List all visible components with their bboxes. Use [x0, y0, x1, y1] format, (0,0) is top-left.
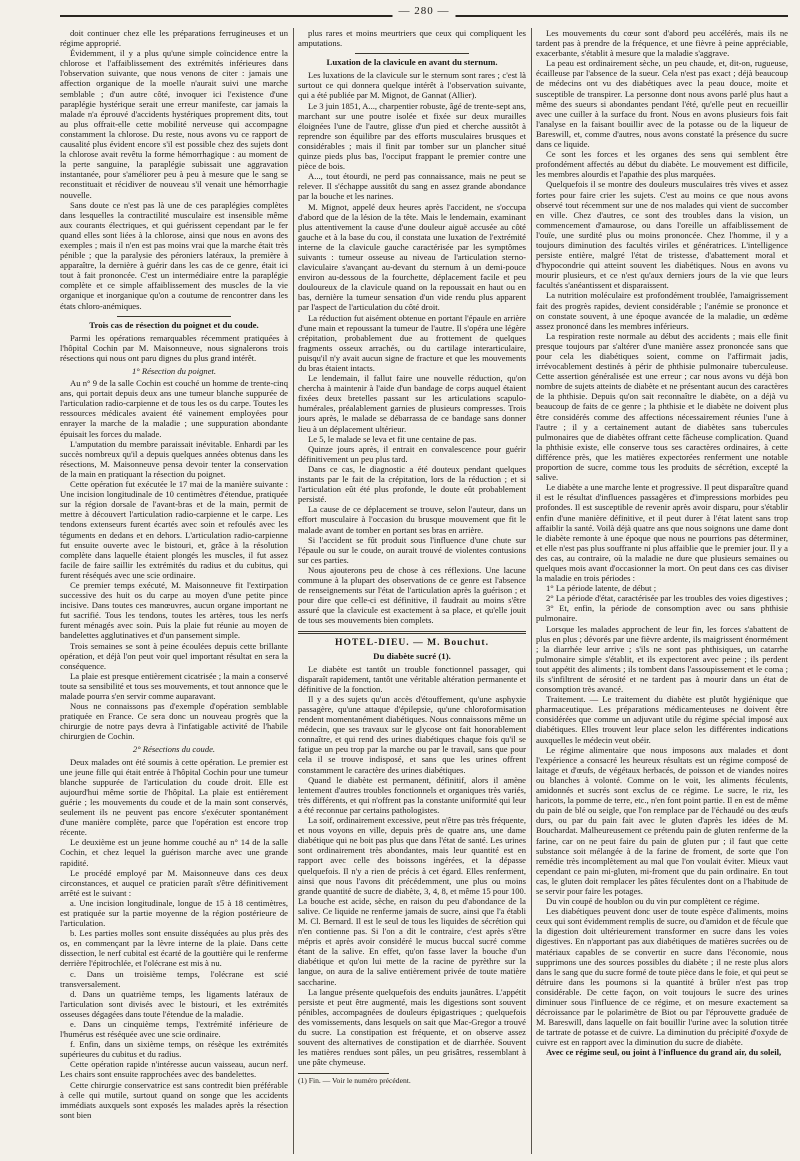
column-divider [293, 28, 294, 1154]
paragraph: Dans ce cas, le diagnostic a été douteux pendant quelques instants par le fait de la crépitation, lors de la réduction ; et si l'articulation eût été plus profonde, le doute eût probablement persisté. [298, 463, 526, 505]
paragraph: Le diabète a une marche lente et progressive. Il peut disparaître quand il est le résultat d'influences passagères et d'impressions morbides peu profondes. Il est susceptible de revenir après avoir disparu, pour s'établir enfin d'une manière définitive, et il peut durer à l'état latent sans trop affaiblir la santé. Voilà déjà quatre ans que nous soignons une dame dont le diabète remonte à une époque que nous ne pourrions pas déterminer, et elle n'est pas plus souffrante ni plus affaiblie que le premier jour. Il y a des cas, au contraire, où la maladie ne dure que plusieurs semaines ou quelques mois avant d'occasionner la mort. On peut dans ces cas diviser la maladie en trois périodes : [536, 482, 788, 584]
paragraph: Du vin coupé de houblon ou du vin pur complètent ce régime. [546, 896, 760, 907]
page-number: — 280 — [393, 5, 456, 17]
paragraph: Quinze jours après, il entrait en convalescence pour guérir définitivement un peu plus tard. [298, 443, 526, 464]
paragraph: Deux malades ont été soumis à cette opération. Le premier est une jeune fille qui était entrée à l'hôpital Cochin pour une tumeur blanche suppurée de l'articulation du coude droit. Elle est aujourd'hui même sortie de l'hôpital. La plaie est entièrement guérie ; les mouvements du coude et de la main sont conservés, seulement ils ne peuvent pas encore s'exécuter spontanément d'une manière complète, parce que l'opération est encore trop récente. [60, 756, 288, 838]
paragraph: Trois semaines se sont à peine écoulées depuis cette brillante opération, et déjà l'on peut voir quel important résultat en sera la conséquence. [60, 640, 288, 671]
paragraph: Évidemment, il y a plus qu'une simple coïncidence entre la chlorose et l'affaiblissement des extrémités inférieures dans l'observation suivante, que nous venons de citer : jamais une affection organique de la moelle n'aurait suivi une marche semblable ; d'un autre côté, invoquer ici l'existence d'une paraplégie hystérique serait une erreur manifeste, car jamais la malade n'a éprouvé d'accidents hystériques proprement dits, tout au plus offrait-elle cette mobilité nerveuse qui accompagne constamment la chlorose. Du reste, nous avons vu ce rapport de causalité plus évident encore s'il est possible chez des sujets dont la chlorose avait revêtu la forme hémorrhagique : au moment de la perte sanguine, la paraplégie subissait une aggravation instantanée, pour s'améliorer peu à peu à mesure que le sang se reconstituait et récidiver de nouveau s'il venait une hémorrhagie nouvelle. [60, 48, 288, 200]
paragraph: 3° Et, enfin, la période de consomption avec ou sans phthisie pulmonaire. [536, 603, 788, 624]
paragraph: f. Enfin, dans un sixième temps, on résèque les extrémités supérieures du cubitus et du radius. [60, 1039, 288, 1060]
section-heading-diabete: Du diabète sucré (1). [373, 650, 451, 661]
column-2 [298, 28, 526, 1154]
paragraph: Parmi les opérations remarquables récemment pratiquées à l'hôpital Cochin par M. Maisonneuve, nous signalerons trois résections qui nous ont paru dignes du plus grand intérêt. [60, 332, 288, 363]
subheading-poignet: 1° Résection du poignet. [131, 366, 217, 376]
section-divider [355, 53, 469, 54]
paragraph: Quelquefois il se montre des douleurs musculaires très vives et assez fortes pour faire crier les sujets. C'est au moins ce que nous avons observé tout récemment sur une de nos malades qui vient de succomber en ville. Chez d'autres, ce sont des troubles dans la vision, un commencement d'amaurose, ou dans l'oreille un affaiblissement de l'ouïe, une surdité plus ou moins prononcée. Chez l'homme, il y a toujours diminution des facultés viriles et génératrices. L'intelligence persiste entière, malgré l'état de tristesse, d'abattement moral et d'hypocondrie qui atteint souvent les diabétiques. Nous en avons vu mourir plusieurs, et ce n'est qu'aux derniers jours de la vie que leurs facultés s'anéantissent et disparaissent. [536, 179, 788, 291]
paragraph: 1° La période latente, de début ; [546, 583, 657, 594]
paragraph: e. Dans un cinquième temps, l'extrémité inférieure de l'humérus est réséquée avec une scie ordinaire. [60, 1019, 288, 1040]
paragraph: Cette opération rapide n'intéresse aucun vaisseau, aucun nerf. Les chairs sont ensuite rapprochées avec des bandelettes. [60, 1059, 288, 1080]
paragraph: Sans doute ce n'est pas là une de ces paraplégies complètes dans lesquelles la contractilité musculaire est insensible même aux courants électriques, et qui guérissent cependant par le fer quand elles sont liées à la chlorose, ainsi que nous en avons des exemples ; mais il n'en est pas moins vrai que la marche était très pénible ; que la paralysie des péroniers latéraux, la première à apparaître, la dernière à guérir dans les cas de ce genre, était ici tout à fait prononcée. C'est un intermédiaire entre la paraplégie complète et ce simple affaiblissement des muscles de la vie organique et inorganique qu'on a coutume de rencontrer dans les états chloro-anémiques. [60, 199, 288, 311]
paragraph: Le procédé employé par M. Maisonneuve dans ces deux circonstances, et auquel ce praticien paraît s'être définitivement arrêté est le suivant : [60, 867, 288, 898]
paragraph: Cette chirurgie conservatrice est sans contredit bien préférable à celle qui mutile, surtout quand on songe que les accidents immédiats auxquels sont exposés les malades après la résection sont bien [60, 1079, 288, 1120]
paragraph: A..., tout étourdi, ne perd pas connaissance, mais ne peut se relever. Il s'échappe aussitôt du sang en assez grande abondance par la bouche et les narines. [298, 171, 526, 202]
paragraph: Le 3 juin 1851, A..., charpentier robuste, âgé de trente-sept ans, marchant sur une poutre isolée et fixée sur deux murailles éloignées l'une de l'autre, glisse d'un pied et cherche aussitôt à reprendre son équilibre par des efforts musculaires brusques et considérables ; mais il finit par tomber sur un plancher situé quinze pieds plus bas, l'occiput frappant le premier contre une pièce de bois. [298, 100, 526, 172]
column-divider [531, 28, 532, 1154]
paragraph: La cause de ce déplacement se trouve, selon l'auteur, dans un effort musculaire à l'occasion du brusque mouvement que fit le malade avant de tomber en portant ses bras en arrière. [298, 504, 526, 535]
paragraph: Le 5, le malade se leva et fit une centaine de pas. [308, 433, 477, 444]
paragraph: La respiration reste normale au début des accidents ; mais elle finit presque toujours par s'altérer d'une manière assez prononcée sans que pour cela les diabétiques soient, comme on l'affirmait jadis, irrévocablement destinés à périr de phthisie pulmonaire tuberculeuse. Cette assertion généralisée est une erreur ; car nous avons vu déjà bon nombre de sujets atteints de diabète et ne présentant aucun des caractères de la phthisie. Depuis qu'on sait reconnaître le diabète, on a déjà vu beaucoup de faits de ce genre ; la phthisie et le diabète ne doivent plus être considérés comme des affections nécessairement réunies l'une à l'autre ; il y a certainement autant de diabètes sans tubercules pulmonaires que de diabètes offrant cette fâcheuse complication. Quand la phthisie existe, elle conserve tous ses caractères ordinaires, à cette différence près, que les matières expectorées renferment une notable proportion de sucre, comme tous les produits de sécrétion, excepté la salive. [536, 330, 788, 483]
paragraph: Le lendemain, il fallut faire une nouvelle réduction, qu'on chercha à maintenir à l'aide d'un bandage de corps auquel étaient fixées deux bretelles passant sur les articulations scapulo-humérales, préalablement garnies de plusieurs compresses. Trois jours après, le malade se débarrassa de ce bandage sans donner lieu à un déplacement ultérieur. [298, 373, 526, 434]
hospital-heading: HOTEL-DIEU. — M. Bouchut. [334, 637, 489, 649]
paragraph: Il y a des sujets qu'un accès d'étouffement, qu'une asphyxie passagère, qu'une attaque d'épilepsie, qu'une chloroformisation rendent momentanément diabétiques. Nous connaissons même un médecin, que ses travaux sur le glycose ont fait honorablement connaître, et qui rend des urines diabétiques chaque fois qu'il se fatigue un peu trop par la marche ou par le travail, sans que pour cela il se trouve indisposé, et sans que les urines offrent constamment le caractère des urines diabétiques. [298, 693, 526, 775]
paragraph: 2° La période d'état, caractérisée par les troubles des voies digestives ; [546, 593, 788, 604]
paragraph: Ce premier temps exécuté, M. Maisonneuve fit l'extirpation successive des huit os du carpe au moyen d'une petite pince incisive. Dans toutes ces manœuvres, aucun organe important ne fut sacrifié. Tous les tendons, toutes les artères, tous les nerfs furent ménagés avec soin. Puis la plaie fut réunie au moyen de bandelettes agglutinatives et d'un pansement simple. [60, 579, 288, 641]
paragraph: a. Une incision longitudinale, longue de 15 à 18 centimètres, est pratiquée sur la partie moyenne de la région postérieure de l'articulation. [60, 897, 288, 929]
paragraph: Le deuxième est un jeune homme couché au n° 14 de la salle Cochin, et chez lequel la guérison marche avec une grande rapidité. [60, 837, 288, 868]
paragraph: L'amputation du membre paraissait inévitable. Enhardi par les succès nombreux qu'il a depuis quelques années obtenus dans les résections, M. Maisonneuve pensa devoir tenter la conservation de la main en pratiquant la résection du poignet. [60, 438, 288, 479]
paragraph: Avec ce régime seul, ou joint à l'influence du grand air, du soleil, [546, 1047, 782, 1058]
paragraph: La plaie est presque entièrement cicatrisée ; la main a conservé toute sa sensibilité et tous ses mouvements, et tout annonce que le malade pourra s'en servir comme auparavant. [60, 670, 288, 701]
paragraph: La langue présente quelquefois des enduits jaunâtres. L'appétit persiste et peut être augmenté, mais les digestions sont souvent pénibles, accompagnées de douleurs épigastriques ; quelquefois des vomissements, dans lesquels on sait que Mac-Gregor a trouvé du sucre. La constipation est fréquente, et on observe assez souvent des alternatives de constipation et de diarrhée. Souvent les matières rendues sont pâles, un peu grisâtres, ressemblant à une pâte chymeuse. [298, 986, 526, 1068]
section-divider [117, 316, 231, 317]
paragraph: La nutrition moléculaire est profondément troublée, l'amaigrissement fait des progrès rapides, devient considérable ; l'anémie se prononce et on constate souvent, à une époque avancée de la maladie, un œdème assez prononcé dans les membres inférieurs. [536, 290, 788, 331]
footnote: (1) Fin. — Voir le numéro précédent. [298, 1076, 411, 1086]
column-3 [536, 28, 788, 1154]
paragraph: Les diabétiques peuvent donc user de toute espèce d'aliments, moins ceux qui sont évidemment remplis de sucre, ou d'amidon et de fécule que la digestion doit ultérieurement transformer en sucre dans les voies digestives. En n'apportant pas aux diabétiques de matières sucrées ou de matériaux capables de se convertir en sucre dans l'économie, nous supprimons une des sources possibles du diabète ; il ne reste plus alors dans le sang que du sucre formé de toute pièce dans le foie, et qui peut se détruire dans les poumons si la quantité à brûler n'est pas trop considérable. De cette façon, on voit toujours le sucre des urines diminuer sous l'influence de ce régime, et on mesure exactement sa décroissance par le polarimètre de Biot ou par l'éprouvette graduée de M. Bareswill, dans laquelle on fait bouillir l'urine avec la solution titrée de tartrate de potasse et de cuivre. La diminution du précipité d'oxyde de cuivre est en rapport avec la diminution du sucre de diabète. [536, 906, 788, 1048]
paragraph: La peau est ordinairement sèche, un peu chaude, et, dit-on, rugueuse, écailleuse par l'absence de la sueur. Cela n'est pas exact ; déjà beaucoup de médecins ont vu des diabétiques avec la peau douce, moite et susceptible de transpirer. La personne dont nous avons parlé plus haut a même des sueurs si abondantes pendant l'été, qu'elle peut en recueillir avec une cuiller à la surface du front. Nous en avons plusieurs fois fait l'analyse en la faisant bouillir avec de la potasse ou de la liqueur de Bareswill, et, comme d'autres, nous avons constaté la présence du sucre dans ce liquide. [536, 58, 788, 150]
paragraph: c. Dans un troisième temps, l'olécrane est scié transversalement. [60, 968, 288, 989]
paragraph: Au n° 9 de la salle Cochin est couché un homme de trente-cinq ans, qui portait depuis deux ans une tumeur blanche suppurée de l'articulation radio-carpienne et de tous les os du carpe. Toutes les ressources médicales avaient été vainement employées pour enrayer la marche de la maladie ; une suppuration abondante épuisait les forces du malade. [60, 378, 288, 439]
section-heading-luxation: Luxation de la clavicule en avant du sternum. [326, 57, 498, 68]
paragraph: Ce sont les forces et les organes des sens qui semblent être profondément affectés au début du diabète. Le mouvement est difficile, les membres alourdis et l'apathie des plus marquées. [536, 149, 788, 180]
subheading-coude: 2° Résections du coude. [132, 744, 216, 755]
paragraph: Quand le diabète est permanent, définitif, alors il amène lentement d'autres troubles fonctionnels et organiques très variés, très différents, et qui n'offrent pas la constante uniformité qui leur a été reconnue par certains pathologistes. [298, 774, 526, 815]
paragraph: Le régime alimentaire que nous imposons aux malades et dont l'expérience a consacré les heureux résultats est un régime composé de laitage et d'œufs, de végétaux herbacés, de poisson et de viandes noires ou blanches à volonté. Comme on le voit, les aliments féculents, amidonnés et sucrés sont exclus de ce régime. Le sucre, le riz, les haricots, la pomme de terre, etc., n'en font point partie. Il en est de même du pain de blé ou seigle, que l'on remplace par de l'échaudé ou des œufs durs, ou par du pain fait avec le gluten d'après les idées de M. Bouchardat. Malheureusement ce prétendu pain de gluten renferme de la farine, car on ne peut faire du pain de gluten pur ; il faut que cette substance soit mélangée à de la farine de froment, de sorte que l'on remédie très incomplètement au mal que l'on voulait éviter. Mieux vaut cependant ce pain mi-gluten, mi-froment que du pain ordinaire. En tout cas, le gluten doit remplacer les pâtes féculentes dont on a l'habitude de se servir pour faire les potages. [536, 744, 788, 896]
paragraph: La soif, ordinairement excessive, peut n'être pas très fréquente, et nous voyons en ville, depuis près de quatre ans, une dame diabétique qui ne boit pas plus que dans l'état de santé. Les urines sont ordinairement très abondantes, mais leur quantité est en rapport avec celle des boissons ingérées, et la dépasse quelquefois. Il n'y a rien de précis à cet égard. Elles renferment, ainsi que nous l'avons dit précédemment, une plus ou moins grande quantité de sucre de diabète, 3, 4, 8, et même 15 pour 100. La bouche est acide, sèche, en raison du peu d'abondance de la salive. Ce liquide ne renferme jamais de sucre, ainsi que l'a établi M. Cl. Bernard. Il est le seul de tous les liquides de sécrétion qui n'en contienne pas. Si l'on a dit le contraire, c'est après s'être mépris et après avoir considéré le mucus buccal sucré comme étant de la salive. En effet, qu'on fasse laver la bouche d'un diabétique et qu'on lui mette de la racine de pyrèthre sur la langue, on aura de la salive entièrement privée de toute matière saccharine. [298, 815, 526, 987]
paragraph: Traitement. — Le traitement du diabète est plutôt hygiénique que pharmaceutique. Les préparations médicamenteuses ne doivent être considérées que comme un adjuvant utile du régime spécial imposé aux diabétiques. Elles trouvent leur place selon les différentes indications auxquelles le médecin veut obéir. [536, 694, 788, 745]
column-1 [60, 28, 288, 1154]
double-rule [298, 631, 526, 634]
paragraph: Le diabète est tantôt un trouble fonctionnel passager, qui disparaît rapidement, tantôt une véritable altération permanente et définitive de la fonction. [298, 663, 526, 694]
paragraph: b. Les parties molles sont ensuite disséquées au plus près des os, en commençant par la lèvre interne de la plaie. Dans cette dissection, le nerf cubital est écarté de la gouttière qui le renferme derrière l'épitrochlée, et l'olécrane est mis à nu. [60, 928, 288, 969]
paragraph: Les luxations de la clavicule sur le sternum sont rares ; c'est là surtout ce qui donnera quelque intérêt à l'observation suivante, qui a été publiée par M. Mignot, de Gannat (Allier). [298, 70, 526, 101]
paragraph: Si l'accident se fût produit sous l'influence d'une chute sur l'épaule ou sur le coude, on aurait trouvé de violentes contusions sur ces parties. [298, 534, 526, 565]
paragraph: Nous ajouterons peu de chose à ces réflexions. Une lacune commune à la plupart des observations de ce genre est l'absence de renseignements sur l'état de l'articulation après la guérison ; et pour dire que celle-ci est définitive, il faudrait au moins s'être assuré que la clavicule est exactement à sa place, et qu'elle jouit de tous ses mouvements bien complets. [298, 564, 526, 626]
paragraph: d. Dans un quatrième temps, les ligaments latéraux de l'articulation sont divisés avec le bistouri, et les extrémités osseuses dégagées dans toute l'étendue de la maladie. [60, 988, 288, 1019]
page-header [60, 6, 788, 22]
footnote-rule [298, 1073, 389, 1074]
paragraph: Cette opération fut exécutée le 17 mai de la manière suivante : Une incision longitudinale de 10 centimètres d'étendue, pratiquée sur la région dorsale de l'avant-bras et de la main, permit de mettre à découvert l'articulation radio-carpienne et le carpe. Les tendons extenseurs furent écartés avec soin et refoulés avec les téguments en dedans et en dehors. L'articulation radio-carpienne fut ensuite ouverte avec le bistouri, et, grâce à la résolution complète dans laquelle étaient plongés les muscles, il fut assez facile de faire saillir les extrémités du radius et du cubitus, qui furent réséqués avec une scie ordinaire. [60, 479, 288, 580]
paragraph: La réduction fut aisément obtenue en portant l'épaule en arrière d'une main et repoussant la tumeur de l'autre. Il s'opéra une légère crépitation, probablement due au frottement de quelques fragments osseux arrachés, ou du cartilage interarticulaire, puisqu'il n'y avait aucun signe de fracture et que les mouvements du bras étaient intacts. [298, 312, 526, 373]
paragraph: Les mouvements du cœur sont d'abord peu accélérés, mais ils ne tardent pas à prendre de la fréquence, et une fièvre à peine appréciable, exacerbante, s'établit à mesure que la maladie s'aggrave. [536, 28, 788, 59]
paragraph: doit continuer chez elle les préparations ferrugineuses et un régime approprié. [60, 28, 288, 49]
paragraph: Lorsque les malades approchent de leur fin, les forces s'abattent de plus en plus ; dévorés par une fièvre ardente, ils maigrissent énormément ; la diarrhée leur arrive ; s'ils ne sont pas phthisiques, un catarrhe pulmonaire simple s'établit, et ils expectorent avec peine ; ils perdent tout appétit des aliments ; ils tombent dans l'assoupissement et le coma ; ils s'infiltrent de sérosité et ne tardent pas à mourir dans un état de consomption très avancé. [536, 623, 788, 695]
section-heading-resection: Trois cas de résection du poignet et du coude. [89, 319, 259, 330]
paragraph: M. Mignot, appelé deux heures après l'accident, ne s'occupa d'abord que de la lésion de la tête. Mais le lendemain, examinant plus attentivement la cause d'une douleur aiguë accusée au côté gauche et à la base du cou, il constata une luxation de l'extrémité interne de la clavicule gauche caractérisée par les symptômes suivants : tumeur osseuse au niveau de l'articulation sterno-claviculaire s'avançant au-devant du sternum à un demi-pouce environ au-dessous de la fourchette, déplacement facile et peu douloureux de la clavicule quand on la repoussait en haut ou en bas, dernière la tumeur sensation d'un vide rendu plus apparent par l'aspect de l'articulation du côté droit. [298, 201, 526, 313]
paragraph: Nous ne connaissons pas d'exemple d'opération semblable pratiquée en France. Ce sera donc un nouveau progrès que la chirurgie de notre pays devra à l'infatigable activité de l'habile chirurgien de Cochin. [60, 701, 288, 742]
paragraph: plus rares et moins meurtriers que ceux qui compliquent les amputations. [298, 28, 526, 49]
